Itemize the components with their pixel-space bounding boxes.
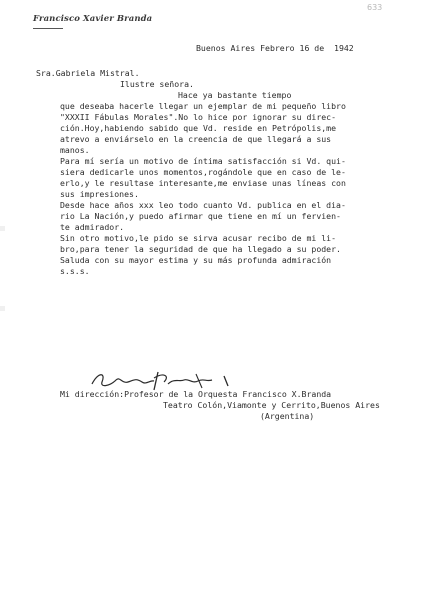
address-line: Mi dirección:Profesor de la Orquesta Francisco X.Branda xyxy=(60,389,332,399)
address-line: (Argentina) xyxy=(260,411,315,421)
punch-hole-mark xyxy=(0,306,5,311)
body-line: Sin otro motivo,le pido se sirva acusar recibo de mi li- xyxy=(60,233,337,243)
body-line: Para mí sería un motivo de íntima satisfacción si Vd. qui- xyxy=(60,156,346,166)
archive-number: 633 xyxy=(367,3,383,12)
body-line: bro,para tener la seguridad de que ha llegado a su poder. xyxy=(60,244,341,254)
body-line: ción.Hoy,habiendo sabido que Vd. reside en Petrópolis,me xyxy=(60,123,337,133)
address-line: Teatro Colón,Viamonte y Cerrito,Buenos Aires xyxy=(163,400,380,410)
body-line: que deseaba hacerle llegar un ejemplar de mi pequeño libro xyxy=(60,101,346,111)
body-line: manos. xyxy=(60,145,90,155)
body-line: atrevo a enviárselo en la creencia de que llegará a sus xyxy=(60,134,332,144)
date-line: Buenos Aires Febrero 16 de 1942 xyxy=(196,43,354,53)
letterhead-name: Francisco Xavier Branda xyxy=(33,14,153,24)
body-line: rio La Nación,y puedo afirmar que tiene en mí un fervien- xyxy=(60,211,341,221)
body-line: Hace ya bastante tiempo xyxy=(178,90,292,100)
body-line: sus impresiones. xyxy=(60,189,139,199)
body-line: te admirador. xyxy=(60,222,125,232)
body-line: "XXXII Fábulas Morales".No lo hice por ignorar su direc- xyxy=(60,112,337,122)
body-line: erlo,y le resultase interesante,me enviase unas líneas con xyxy=(60,178,346,188)
letterhead-underline xyxy=(33,26,63,29)
recipient: Sra.Gabriela Mistral. xyxy=(36,68,140,78)
punch-hole-mark xyxy=(0,226,5,231)
body-line: Desde hace años xxx leo todo cuanto Vd. publica en el dia- xyxy=(60,200,346,210)
body-line: Saluda con su mayor estima y su más profunda admiración xyxy=(60,255,332,265)
salutation: Ilustre señora. xyxy=(120,79,194,89)
closing-abbrev: s.s.s. xyxy=(60,266,90,276)
body-line: siera dedicarle unos momentos,rogándole que en caso de le- xyxy=(60,167,346,177)
